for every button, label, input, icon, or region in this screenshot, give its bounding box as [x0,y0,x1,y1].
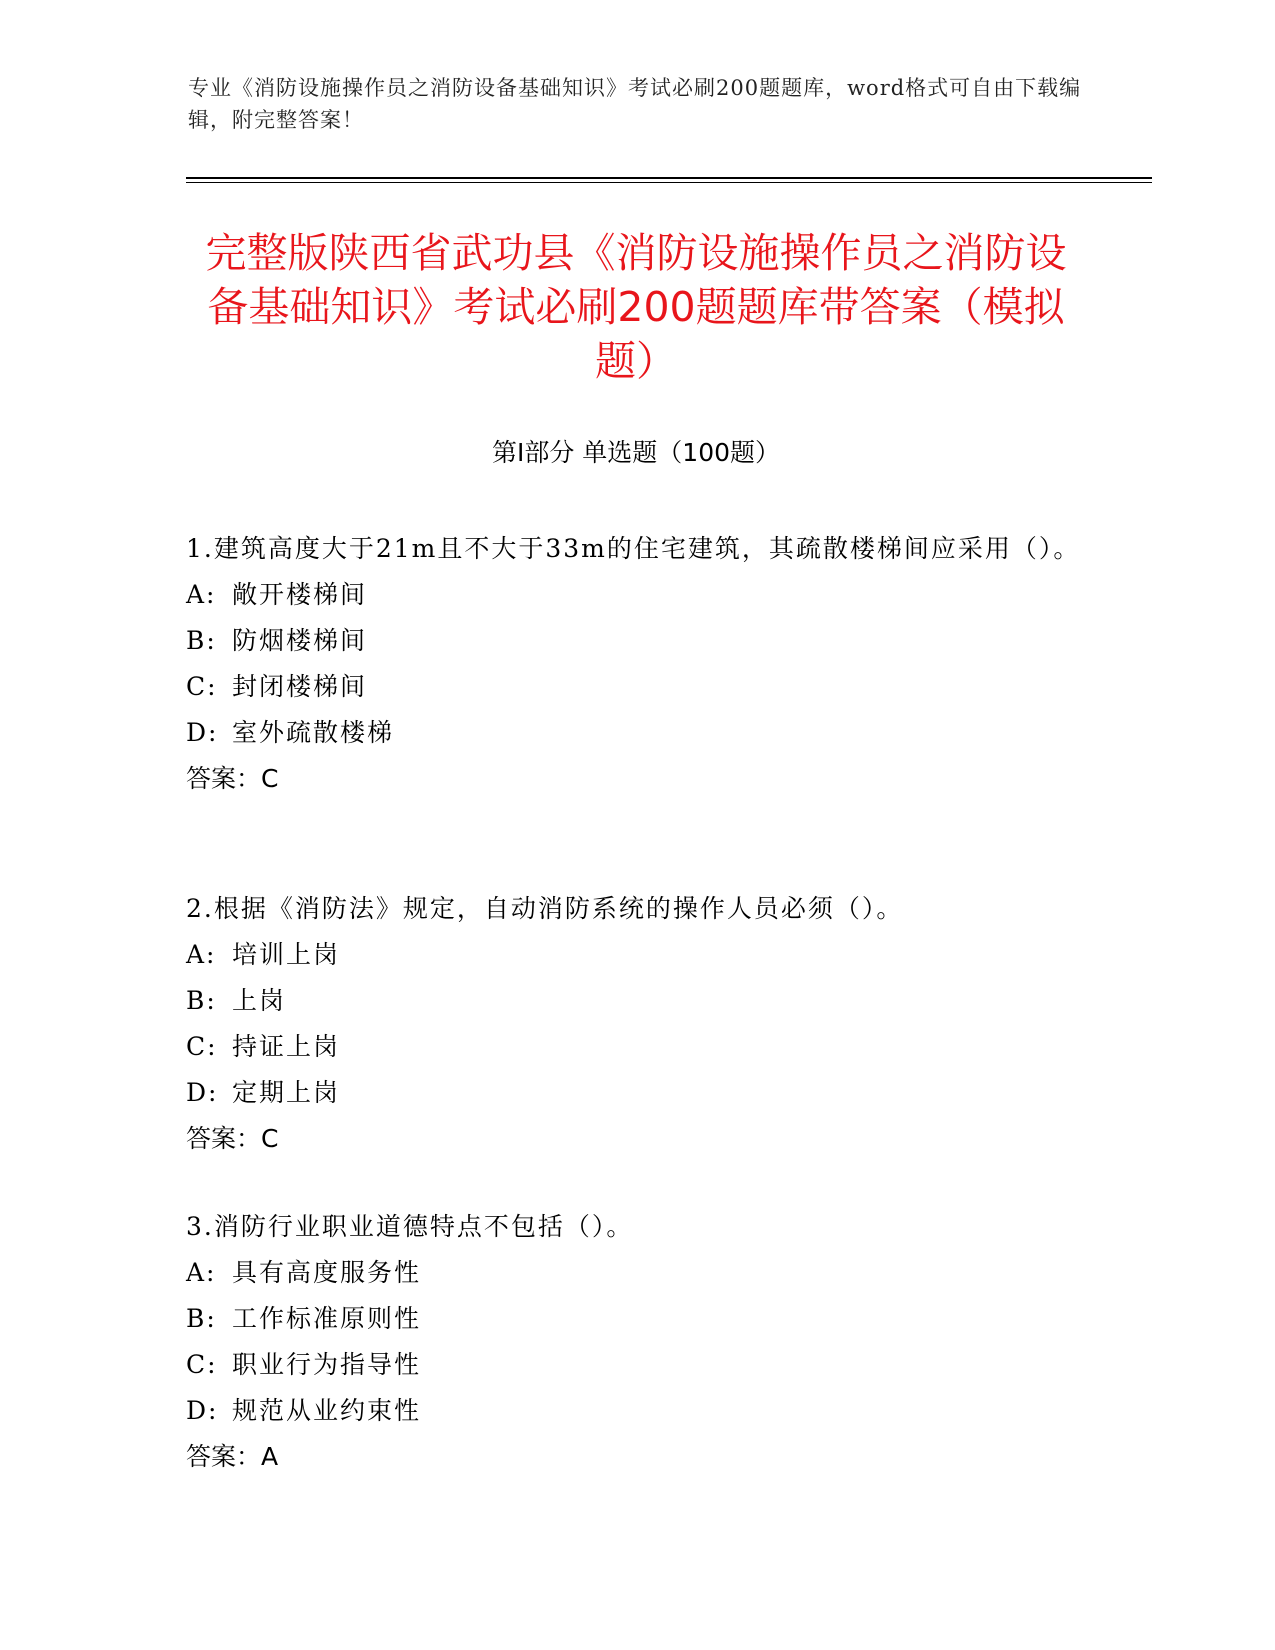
option-key: B: [186,1304,217,1333]
option-text: 工作标准原则性 [232,1304,422,1333]
option-text: 敞开楼梯间 [232,580,368,609]
option-c [186,1342,1086,1388]
option-key: C: [186,672,218,701]
option-key: C: [186,1350,218,1379]
question-block [186,526,1086,802]
option-d [186,1070,1086,1116]
option-key: B: [186,986,217,1015]
answer-line: 答案：A [186,1442,279,1471]
header-divider-thick [186,177,1152,179]
header-divider-thin [186,182,1152,183]
option-key: A: [186,940,217,969]
option-text: 持证上岗 [232,1032,341,1061]
question-text: 3.消防行业职业道德特点不包括（）。 [186,1212,634,1241]
header-note: 专业《消防设施操作员之消防设备基础知识》考试必刷200题题库，word格式可自由下载编辑，附完整答案！ [188,76,1082,132]
document-title: 完整版陕西省武功县《消防设施操作员之消防设备基础知识》考试必刷200题题库带答案（模拟题） [205,229,1067,385]
option-d [186,1388,1086,1434]
option-key: D: [186,718,219,747]
option-c [186,1024,1086,1070]
option-text: 具有高度服务性 [232,1258,422,1287]
option-a [186,572,1086,618]
option-key: D: [186,1396,219,1425]
option-text: 上岗 [232,986,287,1015]
option-text: 职业行为指导性 [232,1350,422,1379]
option-text: 规范从业约束性 [232,1396,422,1425]
option-b [186,1296,1086,1342]
option-text: 室外疏散楼梯 [232,718,395,747]
option-text: 培训上岗 [232,940,341,969]
answer-line: 答案：C [186,1124,279,1153]
option-d [186,710,1086,756]
option-c [186,664,1086,710]
option-text: 防烟楼梯间 [232,626,368,655]
option-text: 封闭楼梯间 [232,672,368,701]
option-key: A: [186,580,217,609]
option-text: 定期上岗 [232,1078,341,1107]
option-key: A: [186,1258,217,1287]
option-a [186,1250,1086,1296]
option-b [186,618,1086,664]
option-key: B: [186,626,217,655]
question-block [186,886,1086,1162]
section-title: 第Ⅰ部分 单选题（100题） [491,438,781,467]
option-key: C: [186,1032,218,1061]
answer-line: 答案：C [186,764,279,793]
option-b [186,978,1086,1024]
question-text: 2.根据《消防法》规定，自动消防系统的操作人员必须（）。 [186,894,904,923]
option-key: D: [186,1078,219,1107]
option-a [186,932,1086,978]
question-text: 1.建筑高度大于21m且不大于33m的住宅建筑，其疏散楼梯间应采用（）。 [186,534,1081,563]
question-block [186,1204,1086,1480]
